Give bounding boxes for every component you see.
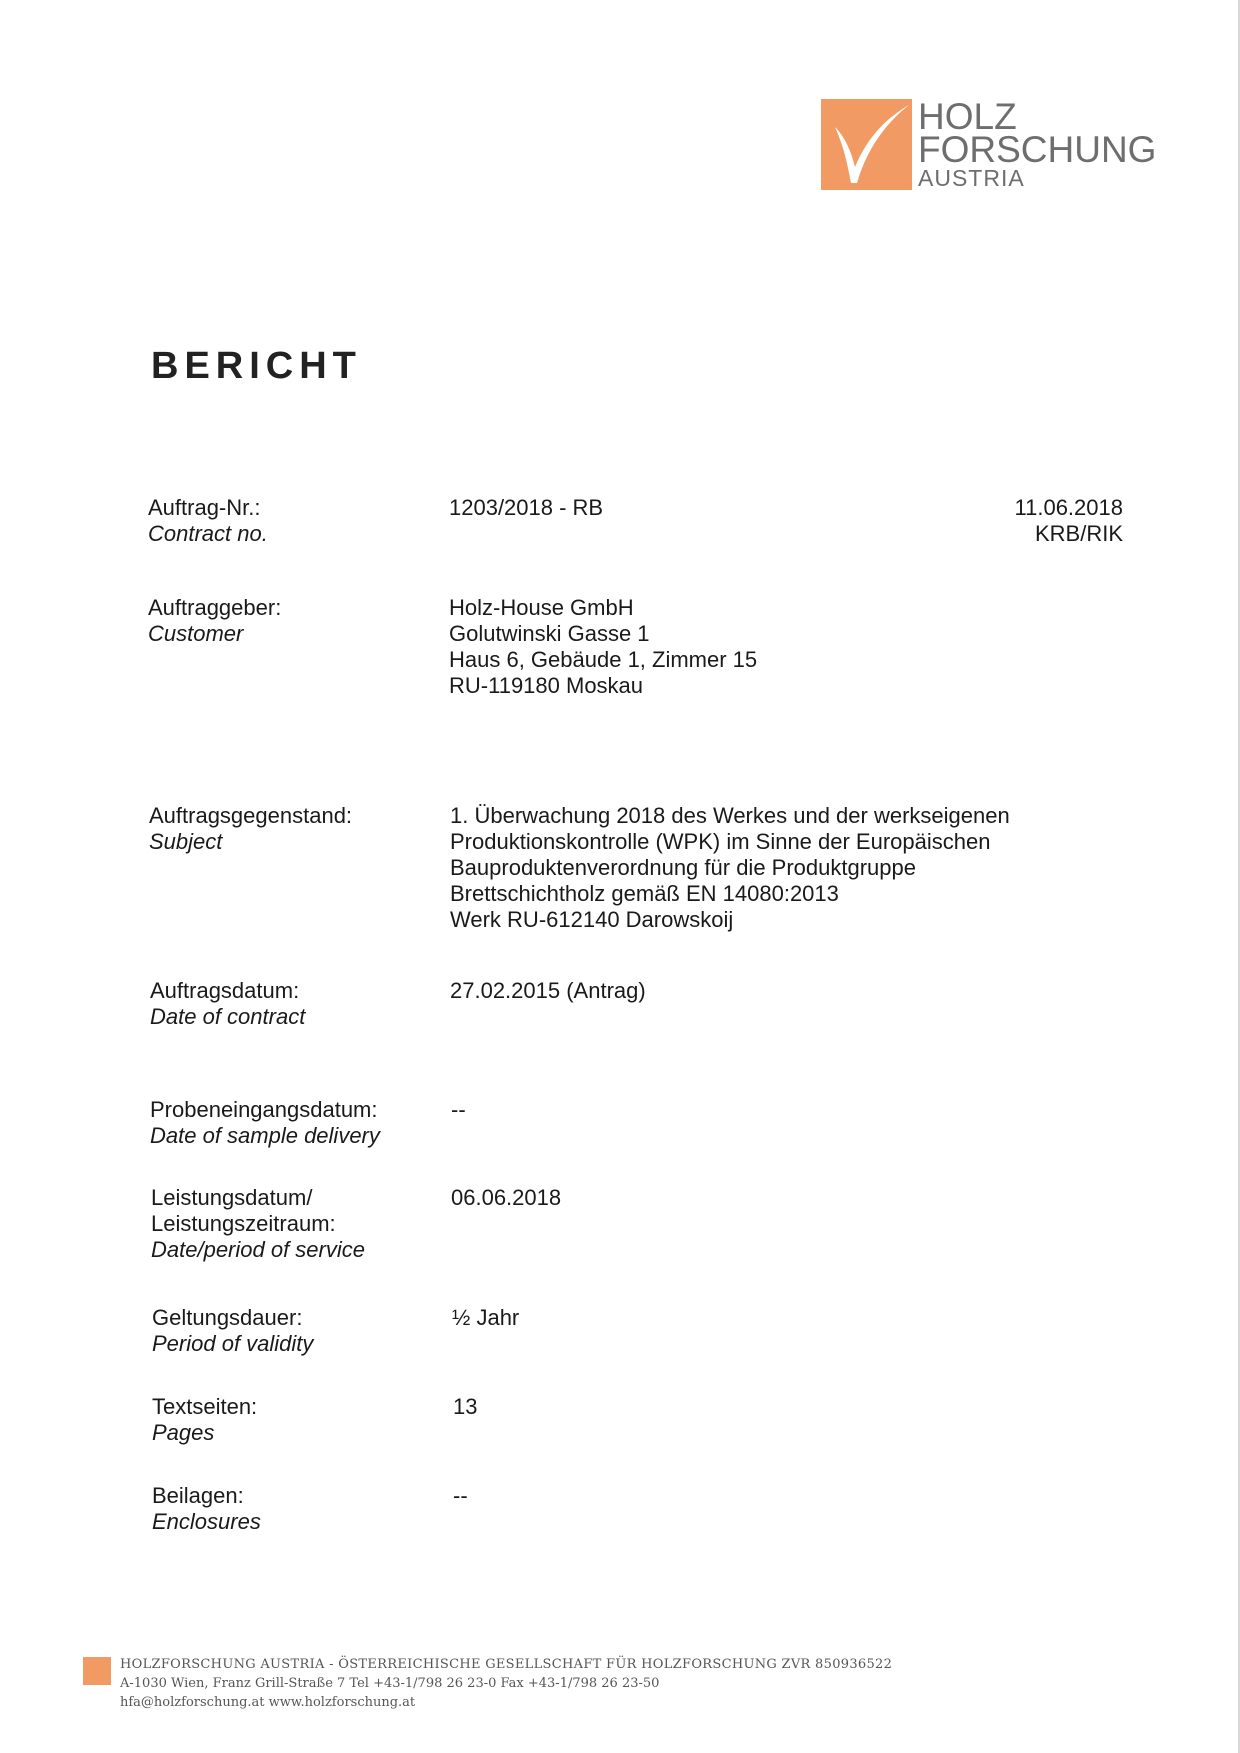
validity-value: ½ Jahr <box>452 1305 520 1330</box>
footer <box>120 1655 892 1712</box>
holzforschung-logo-icon <box>821 99 912 190</box>
subject-value: 1. Überwachung 2018 des Werkes und der werkseigenen Produktionskontrolle (WPK) im Sinne der Europäischen Bauproduktenverordnung für die Produktgruppe Brettschichtholz gemäß EN 14080:2013 Werk RU-612140 Darowskoij <box>450 803 1010 932</box>
footer-line-2: A-1030 Wien, Franz Grill-Straße 7 Tel +43-1/798 26 23-0 Fax +43-1/798 26 23-50 <box>120 1676 660 1691</box>
report-date: 11.06.2018 <box>1014 495 1123 520</box>
sample-delivery-label: Probeneingangsdatum: Date of sample delivery <box>150 1097 380 1148</box>
logo-line-1: HOLZ <box>918 96 1017 137</box>
contract-no-label: Auftrag-Nr.: Contract no. <box>148 495 268 546</box>
subject-label: Auftragsgegenstand: Subject <box>149 803 353 854</box>
footer-line-3: hfa@holzforschung.at www.holzforschung.at <box>120 1695 416 1710</box>
customer-label: Auftraggeber: Customer <box>148 595 282 646</box>
report-reference: KRB/RIK <box>1034 521 1123 546</box>
pages-label: Textseiten: Pages <box>152 1394 258 1445</box>
logo-line-2: FORSCHUNG <box>918 129 1157 170</box>
header-meta <box>1015 495 1123 547</box>
enclosures-value: -- <box>453 1483 468 1508</box>
footer-brand-square-icon <box>83 1657 111 1685</box>
logo-line-3: AUSTRIA <box>918 165 1025 191</box>
pages-value: 13 <box>453 1394 478 1419</box>
enclosures-label: Beilagen: Enclosures <box>152 1483 261 1534</box>
date-of-contract-value: 27.02.2015 (Antrag) <box>450 978 646 1003</box>
footer-line-1: HOLZFORSCHUNG AUSTRIA - ÖSTERREICHISCHE GESELLSCHAFT FÜR HOLZFORSCHUNG ZVR 850936522 <box>120 1657 893 1672</box>
validity-label: Geltungsdauer: Period of validity <box>152 1305 314 1356</box>
date-of-contract-label: Auftragsdatum: Date of contract <box>150 978 306 1029</box>
customer-value: Holz-House GmbH Golutwinski Gasse 1 Haus 6, Gebäude 1, Zimmer 15 RU-119180 Moskau <box>449 595 758 698</box>
service-period-value: 06.06.2018 <box>451 1185 562 1210</box>
contract-no-value: 1203/2018 - RB <box>449 495 604 520</box>
sample-delivery-value: -- <box>451 1097 466 1122</box>
service-period-label: Leistungsdatum/ Leistungszeitraum: Date/period of service <box>151 1185 365 1262</box>
logo-wordmark <box>918 96 1157 191</box>
document-title: BERICHT <box>151 345 362 387</box>
